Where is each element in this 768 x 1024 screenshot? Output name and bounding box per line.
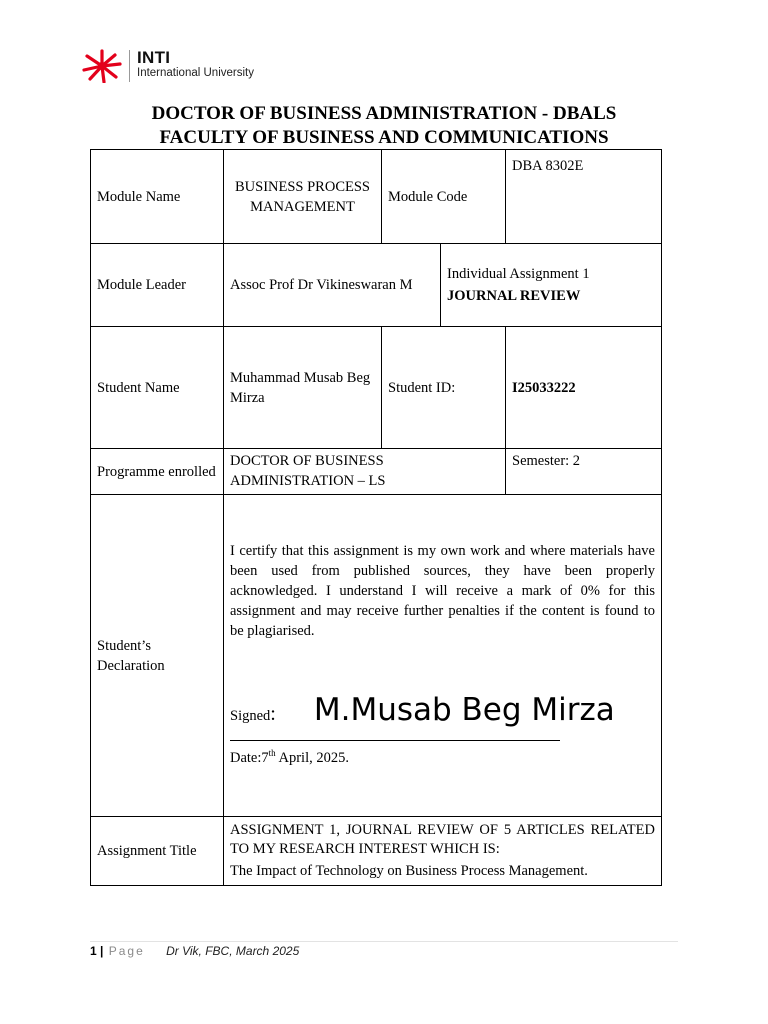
programme-heading: DOCTOR OF BUSINESS ADMINISTRATION - DBALS xyxy=(151,103,617,124)
module-name-row xyxy=(91,150,662,244)
declaration-cell xyxy=(224,495,662,817)
programme-row xyxy=(91,449,662,495)
date-prefix: Date:7 xyxy=(230,749,269,766)
signed-colon: : xyxy=(270,703,276,726)
student-id-label: Student ID: xyxy=(382,327,506,449)
assignment-title-row xyxy=(91,817,662,886)
signed-label: Signed xyxy=(230,708,271,725)
module-name-value: BUSINESS PROCESS MANAGEMENT xyxy=(224,150,382,244)
module-code-value: DBA 8302E xyxy=(506,150,662,244)
signature-line xyxy=(230,740,560,741)
footer-divider xyxy=(90,941,678,942)
assignment-title-label: Assignment Title xyxy=(91,817,224,886)
module-name-label: Module Name xyxy=(91,150,224,244)
student-name-row xyxy=(91,327,662,449)
assignment-kind: JOURNAL REVIEW xyxy=(447,288,581,304)
programme-label: Programme enrolled xyxy=(91,449,224,495)
assignment-topic: The Impact of Technology on Business Process Management. xyxy=(230,863,588,880)
page-number: 1 xyxy=(90,944,97,958)
declaration-row xyxy=(91,495,662,817)
module-code-label: Module Code xyxy=(382,150,506,244)
assignment-type: Individual Assignment 1 xyxy=(447,266,590,282)
assignment-cover-table xyxy=(90,149,662,886)
declaration-date xyxy=(230,747,655,768)
module-leader-value: Assoc Prof Dr Vikineswaran M xyxy=(224,244,441,327)
semester-value: Semester: 2 xyxy=(506,449,662,495)
programme-value: DOCTOR OF BUSINESS ADMINISTRATION – LS xyxy=(224,449,506,495)
date-superscript: th xyxy=(268,747,276,758)
logo-brand-text: INTI xyxy=(137,48,171,67)
logo-subtitle: International University xyxy=(137,67,254,79)
signature-row xyxy=(230,689,655,732)
assignment-title: ASSIGNMENT 1, JOURNAL REVIEW OF 5 ARTICLES RELATED TO MY RESEARCH INTEREST WHICH IS: xyxy=(230,821,655,857)
signature: M.Musab Beg Mirza xyxy=(313,692,615,729)
logo-divider xyxy=(129,50,130,82)
declaration-text: I certify that this assignment is my own work and where materials have been used from published sources, they have been properly acknowledged. I understand I will receive a mark of 0% for this assignment and may receive further penalties if the content is found to be plagiarised. xyxy=(230,543,655,640)
footer-separator: | xyxy=(100,944,104,958)
student-name-label: Student Name xyxy=(91,327,224,449)
module-leader-label: Module Leader xyxy=(91,244,224,327)
university-logo xyxy=(82,46,272,86)
assignment-title-cell xyxy=(224,817,662,886)
faculty-heading: FACULTY OF BUSINESS AND COMMUNICATIONS xyxy=(159,127,609,148)
student-name-value: Muhammad Musab Beg Mirza xyxy=(224,327,382,449)
assignment-type-cell xyxy=(441,244,662,327)
page-footer xyxy=(90,944,299,958)
date-suffix: April, 2025. xyxy=(275,749,349,766)
student-id-value: I25033222 xyxy=(506,327,662,449)
module-leader-row xyxy=(91,244,662,327)
footer-author-date: Dr Vik, FBC, March 2025 xyxy=(166,944,300,958)
inti-starburst-icon xyxy=(82,49,122,83)
declaration-label: Student’s Declaration xyxy=(91,495,224,817)
page-word: Page xyxy=(108,944,145,958)
